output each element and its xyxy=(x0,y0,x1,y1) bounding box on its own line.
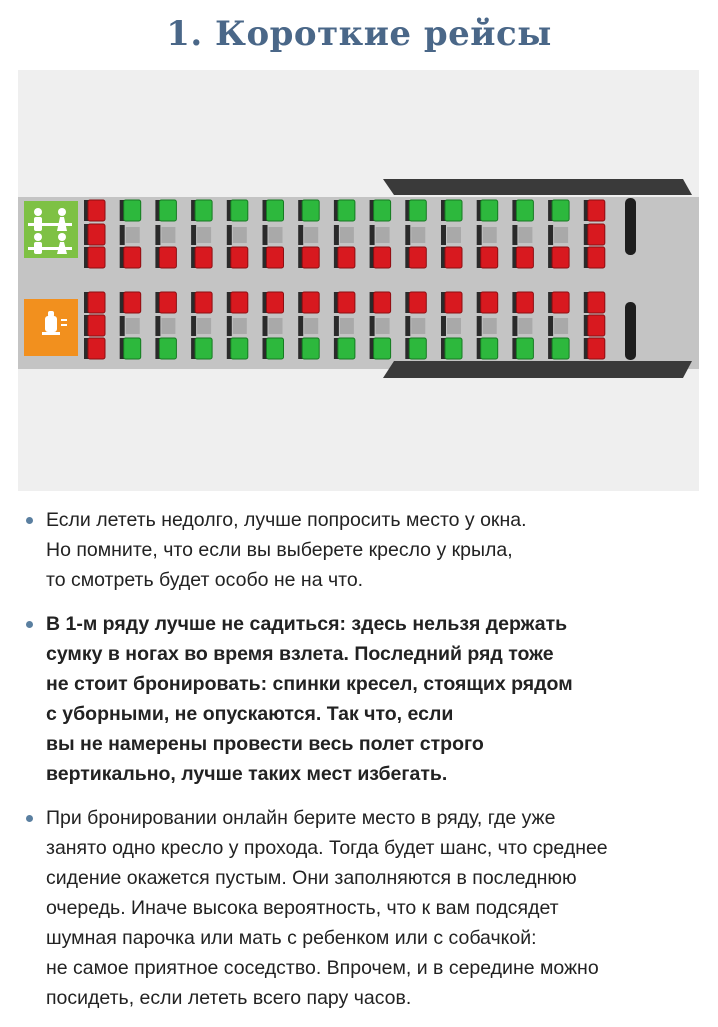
seat-upper-2-2 xyxy=(120,225,140,245)
seat-upper-1-10 xyxy=(405,200,426,221)
tip-line: с уборными, не опускаются. Так что, если xyxy=(46,703,454,725)
seat-lower-2-15 xyxy=(584,315,605,336)
seat-lower-1-6 xyxy=(263,292,284,313)
seat-upper-3-12 xyxy=(477,247,498,268)
seat-lower-2-13 xyxy=(512,316,532,336)
tip-line: занято одно кресло у прохода. Тогда будет шанс, что среднее xyxy=(46,837,608,859)
seat-upper-2-6 xyxy=(263,225,283,245)
tip-line: очередь. Иначе высока вероятность, что к вам подсядет xyxy=(46,897,559,919)
seat-lower-2-2 xyxy=(120,316,140,336)
seat-lower-1-5 xyxy=(227,292,248,313)
seat-upper-2-7 xyxy=(298,225,318,245)
tip-item xyxy=(18,505,708,595)
wing-top xyxy=(383,179,692,195)
seat-lower-2-4 xyxy=(191,316,211,336)
tip-line: то смотреть будет особо не на что. xyxy=(46,569,364,591)
seat-lower-1-3 xyxy=(155,292,176,313)
seat-upper-1-2 xyxy=(120,200,141,221)
seat-lower-1-13 xyxy=(512,292,533,313)
tip-line: сидение окажется пустым. Они заполняются в последнюю xyxy=(46,867,577,889)
tip-line: вы не намерены провести весь полет строго xyxy=(46,733,484,755)
seat-upper-1-9 xyxy=(370,200,391,221)
tip-line: не самое приятное соседство. Впрочем, и в середине можно xyxy=(46,957,599,979)
seat-upper-2-10 xyxy=(405,225,425,245)
seat-upper-3-10 xyxy=(405,247,426,268)
seat-upper-1-1 xyxy=(84,200,105,221)
seat-upper-1-6 xyxy=(263,200,284,221)
seat-upper-3-6 xyxy=(263,247,284,268)
seat-lower-1-10 xyxy=(405,292,426,313)
seat-upper-1-14 xyxy=(548,200,569,221)
seat-upper-2-15 xyxy=(584,224,605,245)
seat-lower-2-10 xyxy=(405,316,425,336)
bullet-dot xyxy=(26,815,33,822)
seat-lower-1-14 xyxy=(548,292,569,313)
seat-lower-2-6 xyxy=(263,316,283,336)
seat-upper-2-5 xyxy=(227,225,247,245)
seat-upper-1-4 xyxy=(191,200,212,221)
seat-upper-1-13 xyxy=(512,200,533,221)
seat-lower-3-4 xyxy=(191,338,212,359)
seat-lower-1-15 xyxy=(584,292,605,313)
seat-lower-3-7 xyxy=(298,338,319,359)
tip-line: При бронировании онлайн берите место в ряду, где уже xyxy=(46,807,556,829)
wing-bottom xyxy=(383,361,692,378)
seat-map-svg xyxy=(18,70,699,491)
seat-upper-3-2 xyxy=(120,247,141,268)
seat-lower-2-3 xyxy=(155,316,175,336)
seat-lower-2-9 xyxy=(370,316,390,336)
seat-upper-2-1 xyxy=(84,224,105,245)
seat-upper-2-14 xyxy=(548,225,568,245)
seat-lower-3-13 xyxy=(512,338,533,359)
seat-upper-3-4 xyxy=(191,247,212,268)
exit-marker-top xyxy=(625,198,636,255)
tip-item xyxy=(18,609,708,789)
seat-lower-3-14 xyxy=(548,338,569,359)
seat-lower-3-10 xyxy=(405,338,426,359)
seat-upper-2-4 xyxy=(191,225,211,245)
seat-lower-1-7 xyxy=(298,292,319,313)
seat-lower-3-9 xyxy=(370,338,391,359)
seat-lower-1-4 xyxy=(191,292,212,313)
seat-upper-3-1 xyxy=(84,247,105,268)
tip-line: Но помните, что если вы выберете кресло у крыла, xyxy=(46,539,513,561)
bullet-dot xyxy=(26,517,33,524)
seat-lower-1-1 xyxy=(84,292,105,313)
tip-item xyxy=(18,803,708,1013)
seat-lower-1-2 xyxy=(120,292,141,313)
tip-line: Если лететь недолго, лучше попросить место у окна. xyxy=(46,509,527,531)
seat-lower-3-6 xyxy=(263,338,284,359)
restroom-icon xyxy=(24,201,78,258)
seat-lower-3-2 xyxy=(120,338,141,359)
seat-lower-1-8 xyxy=(334,292,355,313)
tip-line: посидеть, если лететь всего пару часов. xyxy=(46,987,412,1009)
tip-line: сумку в ногах во время взлета. Последний ряд тоже xyxy=(46,643,554,665)
seat-upper-1-12 xyxy=(477,200,498,221)
seat-lower-3-11 xyxy=(441,338,462,359)
seat-upper-2-12 xyxy=(477,225,497,245)
seat-lower-3-1 xyxy=(84,338,105,359)
seat-upper-2-13 xyxy=(512,225,532,245)
seat-upper-1-15 xyxy=(584,200,605,221)
seat-lower-2-12 xyxy=(477,316,497,336)
seat-lower-1-11 xyxy=(441,292,462,313)
page-title: 1. Короткие рейсы xyxy=(166,14,552,54)
seat-map xyxy=(18,70,699,491)
galley-icon xyxy=(24,299,78,356)
seat-upper-1-7 xyxy=(298,200,319,221)
seat-lower-2-8 xyxy=(334,316,354,336)
seat-upper-2-3 xyxy=(155,225,175,245)
seat-upper-3-15 xyxy=(584,247,605,268)
seat-upper-2-9 xyxy=(370,225,390,245)
exit-marker-bottom xyxy=(625,302,636,360)
seat-lower-2-7 xyxy=(298,316,318,336)
seat-lower-3-15 xyxy=(584,338,605,359)
seat-upper-3-9 xyxy=(370,247,391,268)
seat-upper-1-5 xyxy=(227,200,248,221)
seat-upper-3-13 xyxy=(512,247,533,268)
seat-upper-2-11 xyxy=(441,225,461,245)
bullet-dot xyxy=(26,621,33,628)
tip-line: вертикально, лучше таких мест избегать. xyxy=(46,763,448,785)
tip-line: шумная парочка или мать с ребенком или с собачкой: xyxy=(46,927,537,949)
seat-upper-1-3 xyxy=(155,200,176,221)
seat-upper-3-14 xyxy=(548,247,569,268)
seat-upper-3-8 xyxy=(334,247,355,268)
seat-upper-1-11 xyxy=(441,200,462,221)
seat-lower-3-12 xyxy=(477,338,498,359)
tip-line: В 1-м ряду лучше не садиться: здесь нельзя держать xyxy=(46,613,568,635)
seat-lower-3-3 xyxy=(155,338,176,359)
tip-line: не стоит бронировать: спинки кресел, стоящих рядом xyxy=(46,673,573,695)
seat-upper-2-8 xyxy=(334,225,354,245)
seat-lower-2-5 xyxy=(227,316,247,336)
tips-list xyxy=(18,505,708,1027)
seat-lower-3-5 xyxy=(227,338,248,359)
seat-lower-3-8 xyxy=(334,338,355,359)
seat-upper-1-8 xyxy=(334,200,355,221)
seat-upper-3-5 xyxy=(227,247,248,268)
seat-lower-1-9 xyxy=(370,292,391,313)
seat-upper-3-11 xyxy=(441,247,462,268)
seat-lower-2-14 xyxy=(548,316,568,336)
seat-lower-2-1 xyxy=(84,315,105,336)
seat-lower-1-12 xyxy=(477,292,498,313)
seat-lower-2-11 xyxy=(441,316,461,336)
seat-upper-3-3 xyxy=(155,247,176,268)
seat-upper-3-7 xyxy=(298,247,319,268)
